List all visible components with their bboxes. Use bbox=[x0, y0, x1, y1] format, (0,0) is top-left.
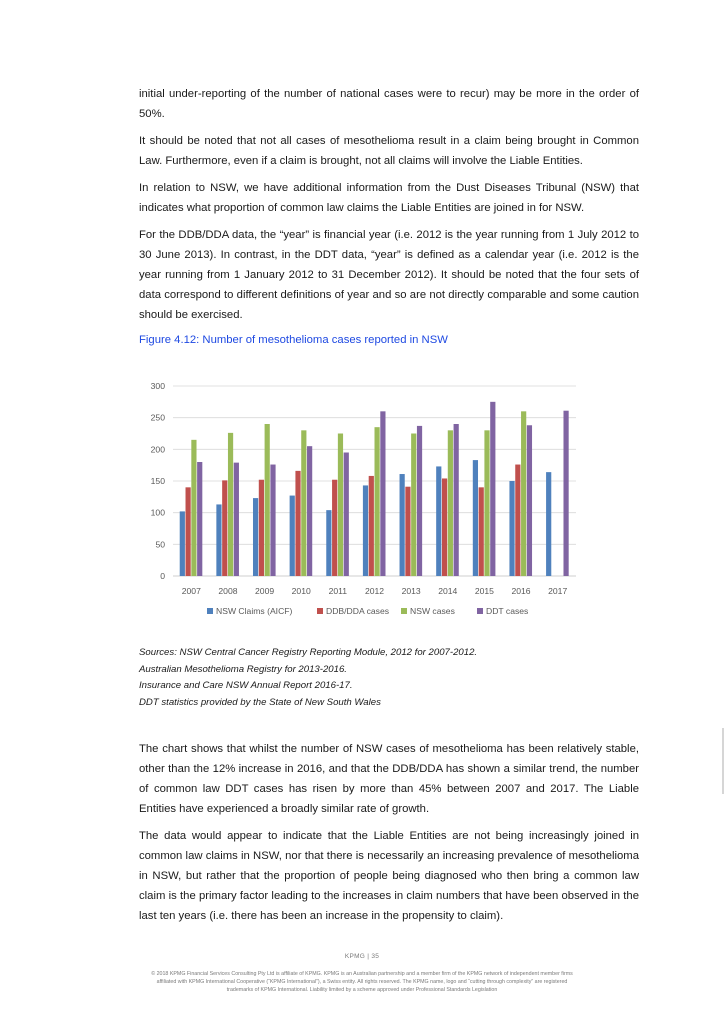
bar-nsw-cases-2014 bbox=[448, 430, 453, 576]
body-paragraph: The data would appear to indicate that the Liable Entities are not being increasingly joined in common law claims in NSW, nor that there is necessarily an increasing prevalence of mesothelioma in NSW, but rather that the proportion of people being diagnosed who then bring a common law claim is the primary factor leading to the increases in claim numbers that have been observed in the last ten years (i.e. there has been an increase in the propensity to claim). bbox=[139, 830, 639, 922]
x-tick-label: 2010 bbox=[291, 586, 311, 596]
x-tick-label: 2008 bbox=[218, 586, 238, 596]
bar-ddb-dda-cases-2010 bbox=[295, 471, 300, 576]
x-tick-label: 2007 bbox=[181, 586, 201, 596]
legend-swatch bbox=[477, 608, 483, 614]
x-tick-label: 2015 bbox=[474, 586, 494, 596]
x-tick-label: 2016 bbox=[511, 586, 531, 596]
bar-nsw-claims-aicf-2016 bbox=[509, 481, 514, 576]
body-paragraph: The chart shows that whilst the number of NSW cases of mesothelioma has been relatively stable, other than the 12% increase in 2016, and that the DDB/DDA has shown a similar trend, the number of common law DDT cases has risen by more than 45% between 2007 and 2017. The Liable Entities have experienced a broadly similar rate of growth. bbox=[139, 743, 639, 815]
body-paragraph: In relation to NSW, we have additional information from the Dust Diseases Tribunal (NSW) that indicates what proportion of common law claims the Liable Entities are joined in for NSW. bbox=[139, 182, 639, 214]
bar-nsw-claims-aicf-2012 bbox=[363, 485, 368, 576]
bar-nsw-cases-2011 bbox=[338, 434, 343, 577]
footer-line: affiliated with KPMG International Cooperative (“KPMG International”), a Swiss entity. All rights reserved. The KPMG name, logo and “cutting through complexity” are registered bbox=[156, 978, 568, 985]
analysis-section bbox=[139, 739, 639, 926]
bar-nsw-cases-2007 bbox=[191, 440, 196, 576]
bar-nsw-cases-2016 bbox=[521, 411, 526, 576]
y-tick-label: 0 bbox=[160, 571, 165, 581]
bar-ddt-cases-2014 bbox=[454, 424, 459, 576]
bar-nsw-claims-aicf-2014 bbox=[436, 466, 441, 576]
y-tick-label: 50 bbox=[155, 539, 165, 550]
y-tick-label: 250 bbox=[150, 412, 165, 423]
bar-nsw-claims-aicf-2013 bbox=[400, 474, 405, 576]
bar-ddb-dda-cases-2011 bbox=[332, 480, 337, 576]
bar-ddb-dda-cases-2007 bbox=[186, 487, 191, 576]
bar-nsw-claims-aicf-2017 bbox=[546, 472, 551, 576]
y-tick-label: 300 bbox=[150, 381, 165, 391]
bar-ddt-cases-2009 bbox=[270, 465, 275, 576]
chart-svg bbox=[139, 352, 589, 637]
bar-nsw-claims-aicf-2015 bbox=[473, 460, 478, 576]
bar-ddb-dda-cases-2013 bbox=[405, 487, 410, 576]
bar-nsw-cases-2012 bbox=[375, 427, 380, 576]
page-content bbox=[139, 84, 639, 933]
bar-ddb-dda-cases-2012 bbox=[369, 476, 374, 576]
bar-ddb-dda-cases-2009 bbox=[259, 480, 264, 576]
bar-ddt-cases-2015 bbox=[490, 402, 495, 576]
bar-nsw-claims-aicf-2008 bbox=[216, 504, 221, 576]
y-tick-label: 100 bbox=[150, 507, 165, 518]
legend-label: NSW Claims (AICF) bbox=[216, 606, 293, 616]
x-tick-label: 2014 bbox=[438, 586, 458, 596]
bar-ddt-cases-2010 bbox=[307, 446, 312, 576]
body-paragraph: initial under-reporting of the number of national cases were to recur) may be more in the order of 50%. bbox=[139, 88, 639, 120]
legend-swatch bbox=[317, 608, 323, 614]
bar-nsw-claims-aicf-2007 bbox=[180, 511, 185, 576]
source-line: Insurance and Care NSW Annual Report 2016-17. bbox=[139, 680, 353, 691]
legend-swatch bbox=[401, 608, 407, 614]
x-tick-label: 2017 bbox=[548, 586, 568, 596]
source-line: DDT statistics provided by the State of New South Wales bbox=[139, 696, 381, 708]
bar-ddb-dda-cases-2008 bbox=[222, 480, 227, 576]
figure-sources bbox=[139, 645, 639, 711]
legend-label: DDB/DDA cases bbox=[326, 606, 390, 616]
y-tick-label: 200 bbox=[150, 444, 165, 455]
source-line: Sources: NSW Central Cancer Registry Reporting Module, 2012 for 2007-2012. bbox=[139, 647, 478, 658]
x-tick-label: 2013 bbox=[401, 586, 421, 596]
legend-swatch bbox=[207, 608, 213, 614]
bar-nsw-claims-aicf-2009 bbox=[253, 498, 258, 576]
legend-label: NSW cases bbox=[410, 606, 455, 616]
bar-nsw-cases-2008 bbox=[228, 433, 233, 576]
figure-title: Figure 4.12: Number of mesothelioma cases reported in NSW bbox=[139, 334, 448, 346]
bar-ddt-cases-2017 bbox=[563, 411, 568, 576]
bar-chart bbox=[139, 352, 589, 637]
bar-ddb-dda-cases-2014 bbox=[442, 478, 447, 576]
source-line: Australian Mesothelioma Registry for 2013-2016. bbox=[139, 663, 347, 675]
legal-footer bbox=[90, 971, 634, 994]
bar-nsw-claims-aicf-2010 bbox=[290, 496, 295, 576]
body-paragraph: For the DDB/DDA data, the “year” is financial year (i.e. 2012 is the year running from 1 July 2012 to 30 June 2013). In contrast, in the DDT data, “year” is defined as a calendar year (i.e. 2012 is the year running from 1 January 2012 to 31 December 2012). It should be noted that the four sets of data correspond to different definitions of year and so are not directly comparable and some caution should be exercised. bbox=[139, 229, 639, 321]
bar-ddt-cases-2008 bbox=[234, 463, 239, 576]
y-tick-label: 150 bbox=[150, 476, 165, 486]
bar-ddt-cases-2012 bbox=[380, 411, 385, 576]
bar-ddt-cases-2016 bbox=[527, 425, 532, 576]
bar-ddt-cases-2011 bbox=[344, 453, 349, 577]
bar-nsw-claims-aicf-2011 bbox=[326, 510, 331, 576]
bar-ddt-cases-2013 bbox=[417, 426, 422, 576]
bar-ddt-cases-2007 bbox=[197, 462, 202, 576]
bar-ddb-dda-cases-2015 bbox=[479, 487, 484, 576]
bar-nsw-cases-2015 bbox=[484, 430, 489, 576]
x-tick-label: 2011 bbox=[328, 586, 348, 596]
footer-line: © 2018 KPMG Financial Services Consulting Pty Ltd is affiliate of KPMG. KPMG is an Australian partnership and a member firm of the KPMG network of independent member firms bbox=[151, 971, 573, 977]
x-tick-label: 2009 bbox=[255, 586, 275, 596]
x-tick-label: 2012 bbox=[364, 586, 385, 596]
footer-line: trademarks of KPMG International. Liability limited by a scheme approved under Professional Standards Legislation bbox=[226, 986, 498, 993]
bar-nsw-cases-2009 bbox=[265, 424, 270, 576]
bar-ddb-dda-cases-2016 bbox=[515, 465, 520, 576]
page-number: KPMG | 35 bbox=[344, 953, 380, 960]
bar-nsw-cases-2013 bbox=[411, 434, 416, 577]
bar-nsw-cases-2010 bbox=[301, 430, 306, 576]
body-paragraph: It should be noted that not all cases of mesothelioma result in a claim being brought in Common Law. Furthermore, even if a claim is brought, not all claims will involve the Liable Entities. bbox=[139, 135, 639, 167]
legend-label: DDT cases bbox=[486, 606, 529, 616]
